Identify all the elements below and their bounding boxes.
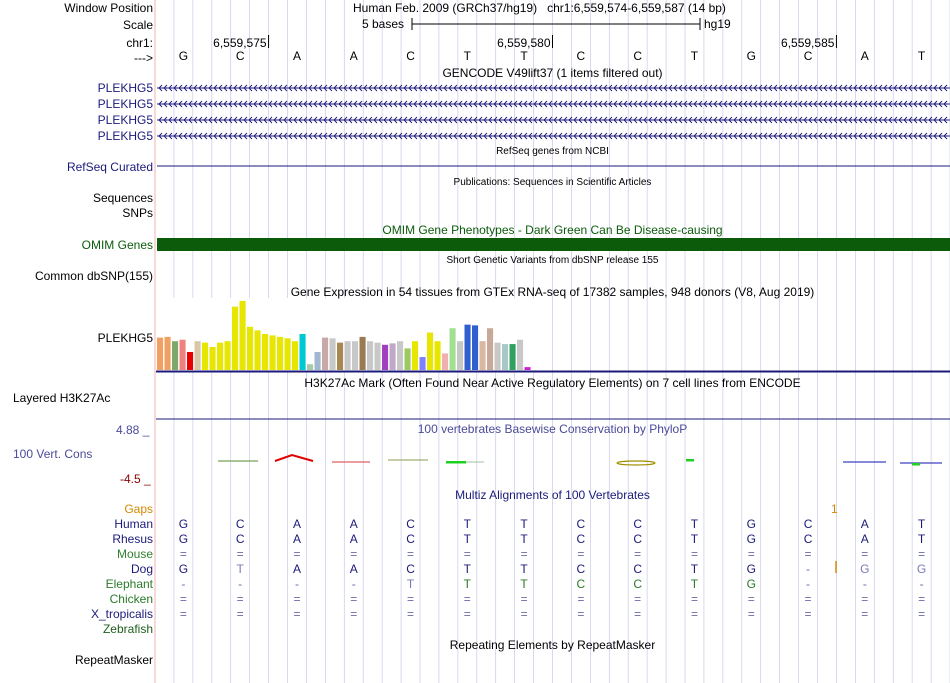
alignment-base: T [463, 532, 471, 546]
scale-text: 5 bases [362, 17, 405, 31]
species-label[interactable]: Dog [130, 562, 153, 576]
gtex-tissue-bar [352, 341, 358, 370]
gtex-tissue-bar [240, 301, 246, 370]
alignment-base: C [576, 577, 586, 591]
scale-db: hg19 [704, 17, 731, 31]
gtex-tissue-bar [300, 334, 306, 370]
alignment-base: - [919, 577, 924, 591]
gtex-tissue-bar [330, 338, 336, 370]
alignment-base: A [860, 517, 869, 531]
gtex-tissue-bar [255, 330, 261, 370]
position-range: chr1:6,559,574-6,559,587 (14 bp) [547, 1, 726, 15]
ruler-tick-label: 6,559,585 [781, 36, 835, 50]
alignment-base: T [690, 532, 699, 546]
gtex-tissue-bar [277, 337, 283, 370]
phylop-label[interactable]: 100 Vert. Cons [13, 447, 93, 461]
species-label[interactable]: Chicken [109, 592, 153, 606]
alignment-base: = [463, 592, 471, 606]
gtex-tissue-bar [315, 352, 321, 370]
ruler-base: A [292, 49, 301, 63]
alignment-base: = [747, 607, 755, 621]
alignment-base: G [746, 577, 756, 591]
alignment-base: = [407, 607, 415, 621]
alignment-base: G [746, 532, 756, 546]
gtex-tissue-bar [472, 325, 478, 370]
alignment-base: = [520, 607, 528, 621]
h3k27ac-track-title[interactable]: H3K27Ac Mark (Often Found Near Active Regulatory Elements) on 7 cell lines from ENCODE [304, 376, 801, 390]
gene-label-2[interactable]: PLEKHG5 [97, 97, 153, 111]
ruler-base: C [803, 49, 813, 63]
gtex-tissue-bar [502, 344, 508, 370]
gene-label-4[interactable]: PLEKHG5 [97, 129, 153, 143]
omim-gene-bar [157, 238, 950, 251]
gtex-tissue-bar [232, 307, 238, 370]
gtex-tissue-bar [435, 341, 441, 370]
alignment-base: = [918, 547, 926, 561]
gtex-tissue-bar [172, 341, 178, 370]
strand-arrow: ---> [134, 51, 153, 65]
ruler-base: A [349, 49, 358, 63]
alignment-base: = [577, 547, 585, 561]
assembly-name: Human Feb. 2009 (GRCh37/hg19) [353, 1, 538, 15]
repeatmasker-label[interactable]: RepeatMasker [74, 653, 153, 667]
alignment-base: A [292, 517, 301, 531]
alignment-base: = [918, 607, 926, 621]
alignment-base: C [406, 562, 415, 576]
ruler-base: C [633, 49, 642, 63]
alignment-base: - [806, 577, 811, 591]
gtex-tissue-bar [217, 343, 223, 370]
window-position-label: Window Position [64, 1, 153, 15]
phylop-min-label: -4.5 _ [120, 472, 151, 486]
alignment-base: = [293, 592, 301, 606]
alignment-base: = [918, 592, 926, 606]
h3k27ac-label[interactable]: Layered H3K27Ac [13, 391, 111, 405]
alignment-base: = [634, 547, 642, 561]
omim-label[interactable]: OMIM Genes [81, 238, 153, 252]
alignment-base: T [463, 517, 471, 531]
gencode-track-title[interactable]: GENCODE V49lift37 (1 items filtered out) [442, 66, 663, 80]
alignment-base: - [181, 577, 186, 591]
alignment-base: = [634, 607, 642, 621]
alignment-base: = [350, 547, 358, 561]
ruler-tick-label: 6,559,580 [497, 36, 551, 50]
alignment-base: - [238, 577, 243, 591]
alignment-base: G [178, 517, 189, 531]
gtex-tissue-bar [247, 327, 253, 370]
gtex-tissue-bar [420, 357, 426, 370]
alignment-base: - [294, 577, 299, 591]
alignment-base: T [520, 517, 528, 531]
gtex-label[interactable]: PLEKHG5 [97, 331, 153, 345]
species-label[interactable]: X_tropicalis [90, 607, 153, 621]
ruler-base: C [235, 49, 245, 63]
gtex-tissue-bar [210, 347, 216, 370]
alignment-base: = [861, 592, 869, 606]
gtex-tissue-bar [202, 343, 208, 370]
gtex-tissue-bar [307, 364, 313, 370]
pubs-track-title[interactable]: Publications: Sequences in Scientific Articles [453, 177, 652, 188]
alignment-base: = [804, 607, 812, 621]
phylop-peak [275, 455, 313, 461]
alignment-base: = [577, 592, 585, 606]
gtex-tissue-bar [285, 338, 291, 370]
alignment-base: C [633, 577, 642, 591]
chrom-label: chr1: [126, 36, 153, 50]
alignment-base: C [576, 532, 586, 546]
gtex-tissue-bar [195, 341, 201, 370]
gtex-tissue-bar [480, 341, 486, 370]
ruler-base: T [917, 49, 926, 63]
alignment-base: = [861, 607, 869, 621]
gtex-tissue-bar [495, 343, 501, 370]
phylop-mark [912, 463, 920, 466]
alignment-base: = [293, 607, 301, 621]
gtex-tissue-bar [367, 341, 373, 370]
alignment-base: C [803, 517, 813, 531]
alignment-base: = [520, 547, 528, 561]
gtex-tissue-bar [450, 328, 456, 370]
gtex-tissue-bar [412, 341, 418, 370]
ruler-base: A [860, 49, 869, 63]
alignment-base: C [633, 517, 642, 531]
gtex-tissue-bar [180, 340, 186, 370]
snps-label[interactable]: SNPs [122, 206, 153, 220]
alignment-base: T [520, 532, 528, 546]
alignment-base: T [520, 562, 528, 576]
alignment-base: = [350, 592, 358, 606]
ruler-base: T [463, 49, 471, 63]
gtex-tissue-bar [262, 334, 268, 370]
alignment-base: = [804, 592, 812, 606]
species-label[interactable]: Zebrafish [102, 622, 153, 636]
alignment-base: = [407, 592, 415, 606]
alignment-base: = [861, 547, 869, 561]
alignment-base: T [917, 532, 926, 546]
phylop-mark [617, 461, 655, 465]
omim-track-title[interactable]: OMIM Gene Phenotypes - Dark Green Can Be Disease-causing [382, 223, 723, 237]
gtex-tissue-bar [427, 333, 433, 370]
alignment-base: C [633, 532, 642, 546]
gtex-tissue-bar [322, 338, 328, 370]
alignment-base: A [860, 532, 869, 546]
gene-label-3[interactable]: PLEKHG5 [97, 113, 153, 127]
alignment-base: C [576, 562, 586, 576]
gene-label-1[interactable]: PLEKHG5 [97, 81, 153, 95]
gtex-tissue-bar [525, 367, 531, 370]
alignment-base: = [236, 607, 244, 621]
gtex-tissue-bar [397, 341, 403, 370]
alignment-base: G [916, 562, 927, 576]
alignment-base: = [179, 547, 187, 561]
alignment-base: T [236, 562, 244, 576]
alignment-base: - [862, 577, 867, 591]
gtex-tissue-bar [360, 337, 366, 370]
phylop-track-title[interactable]: 100 vertebrates Basewise Conservation by PhyloP [417, 422, 688, 436]
gtex-tissue-bar [165, 337, 171, 370]
alignment-base: C [633, 562, 642, 576]
alignment-base: T [463, 562, 471, 576]
alignment-base: A [292, 562, 301, 576]
ruler-base: T [520, 49, 528, 63]
alignment-base: = [236, 547, 244, 561]
alignment-base: A [349, 532, 358, 546]
scale-label: Scale [122, 18, 153, 32]
alignment-base: G [746, 562, 756, 576]
alignment-base: T [520, 577, 528, 591]
alignment-base: = [747, 592, 755, 606]
alignment-base: = [804, 547, 812, 561]
repeat-track-title[interactable]: Repeating Elements by RepeatMasker [449, 638, 656, 652]
phylop-mark [686, 459, 694, 462]
assembly-title [353, 1, 726, 15]
gtex-tissue-bar [382, 345, 388, 370]
gtex-tissue-bar [337, 343, 343, 370]
dbsnp-label[interactable]: Common dbSNP(155) [34, 269, 153, 283]
gtex-tissue-bar [405, 348, 411, 370]
alignment-base: T [690, 577, 699, 591]
alignment-base: G [860, 562, 870, 576]
alignment-base: = [577, 607, 585, 621]
alignment-base: C [406, 532, 415, 546]
ruler-base: C [576, 49, 586, 63]
alignment-base: - [806, 562, 811, 576]
gtex-tissue-bar [442, 353, 448, 370]
gtex-tissue-bar [517, 340, 523, 370]
alignment-base: C [235, 517, 245, 531]
gtex-tissue-bar [345, 341, 351, 370]
gtex-tissue-bar [375, 343, 381, 370]
alignment-base: = [236, 592, 244, 606]
alignment-base: C [803, 532, 813, 546]
gtex-tissue-bar [292, 341, 298, 370]
phylop-mark [446, 461, 466, 464]
alignment-base: G [178, 532, 189, 546]
alignment-base: = [690, 592, 698, 606]
alignment-base: A [349, 517, 358, 531]
alignment-base: C [406, 517, 415, 531]
alignment-base: T [690, 562, 699, 576]
alignment-base: = [179, 607, 187, 621]
species-label[interactable]: Elephant [105, 577, 153, 591]
gtex-tissue-bar [157, 338, 163, 370]
alignment-base: C [235, 532, 245, 546]
alignment-base: C [576, 517, 586, 531]
gtex-tissue-bar [465, 325, 471, 370]
alignment-base: = [463, 547, 471, 561]
alignment-base: - [351, 577, 356, 591]
gtex-tissue-bar [225, 341, 231, 370]
alignment-base: T [406, 577, 415, 591]
gtex-tissue-bar [457, 341, 463, 370]
gtex-tissue-bar [187, 352, 193, 370]
alignment-base: = [747, 547, 755, 561]
ruler-base: G [746, 49, 756, 63]
gtex-tissue-bar [510, 344, 516, 370]
alignment-base: = [520, 592, 528, 606]
ruler-base: T [690, 49, 699, 63]
alignment-base: = [690, 607, 698, 621]
alignment-base: T [690, 517, 699, 531]
gtex-tissue-bar [390, 343, 396, 370]
ruler-base: G [178, 49, 189, 63]
species-label[interactable]: Human [114, 517, 153, 531]
alignment-base: = [179, 592, 187, 606]
sequences-label[interactable]: Sequences [92, 191, 153, 205]
alignment-base: A [292, 532, 301, 546]
alignment-base: G [746, 517, 756, 531]
species-label[interactable]: Rhesus [112, 532, 153, 546]
gtex-tissue-bar [487, 328, 493, 370]
refseq-track-title[interactable]: RefSeq genes from NCBI [496, 146, 609, 157]
alignment-base: = [350, 607, 358, 621]
alignment-base: = [690, 547, 698, 561]
phylop-max-label: 4.88 _ [116, 423, 150, 437]
alignment-base: = [407, 547, 415, 561]
multiz-track-title[interactable]: Multiz Alignments of 100 Vertebrates [455, 488, 650, 502]
species-label[interactable]: Mouse [116, 547, 153, 561]
alignment-base: T [917, 517, 926, 531]
alignment-base: = [463, 607, 471, 621]
species-label[interactable]: Gaps [124, 502, 153, 516]
ruler-tick-label: 6,559,575 [213, 36, 267, 50]
alignment-base: G [178, 562, 189, 576]
dbsnp-track-title[interactable]: Short Genetic Variants from dbSNP release 155 [446, 255, 659, 266]
gap-marker: 1 [831, 502, 838, 516]
alignment-base: A [349, 562, 358, 576]
ruler-base: C [406, 49, 415, 63]
gtex-track-title[interactable]: Gene Expression in 54 tissues from GTEx RNA-seq of 17382 samples, 948 donors (V8, Aug 2019) [290, 285, 815, 299]
refseq-label[interactable]: RefSeq Curated [66, 160, 153, 174]
alignment-base: T [463, 577, 471, 591]
alignment-base: = [293, 547, 301, 561]
alignment-base: = [634, 592, 642, 606]
gtex-tissue-bar [270, 335, 276, 370]
